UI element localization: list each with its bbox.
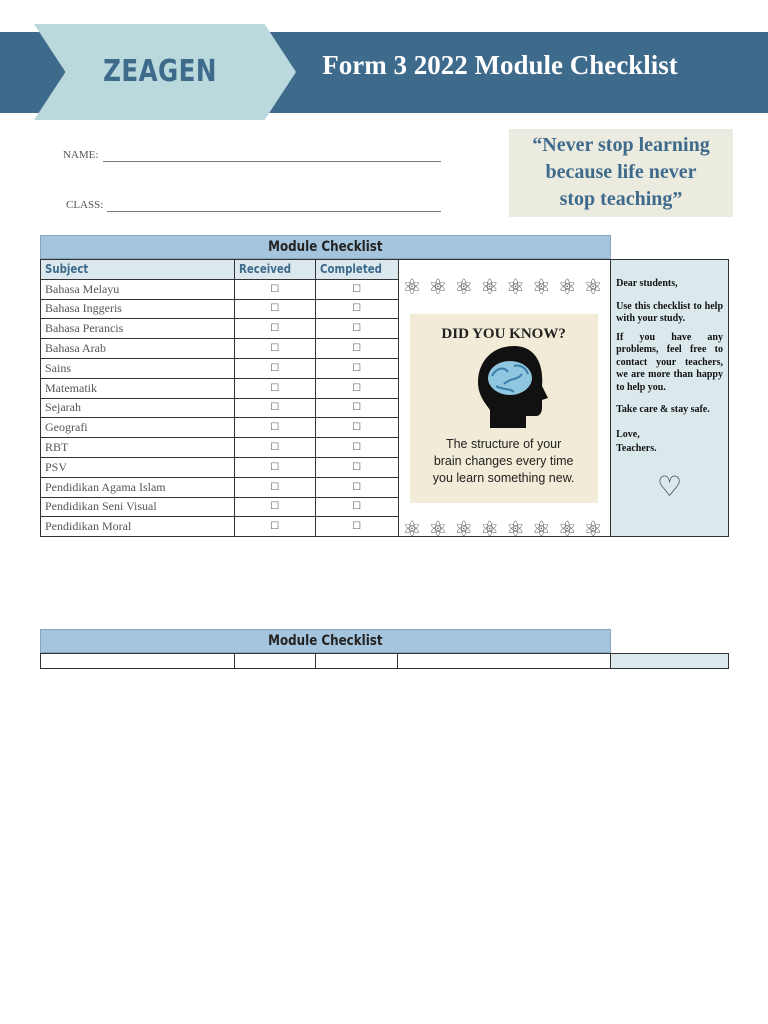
completed-checkbox[interactable]: ☐: [315, 319, 398, 339]
page-title: Form 3 2022 Module Checklist: [322, 50, 678, 80]
subject-name: PSV: [41, 457, 235, 477]
atom-icon: ⚛: [402, 517, 422, 541]
received-checkbox[interactable]: ☐: [234, 438, 315, 458]
brand-logo: ZEAGEN: [103, 54, 217, 89]
completed-checkbox[interactable]: ☐: [315, 279, 398, 299]
received-checkbox[interactable]: ☐: [234, 398, 315, 418]
atom-icon: ⚛: [428, 275, 448, 299]
completed-checkbox[interactable]: ☐: [315, 477, 398, 497]
did-you-know-cell: [398, 260, 610, 541]
atom-icon: ⚛: [506, 517, 525, 541]
completed-checkbox[interactable]: ☐: [315, 299, 398, 319]
completed-checkbox[interactable]: ☐: [315, 339, 398, 359]
column-header-completed: Completed: [315, 260, 398, 280]
quote-line: stop teaching”: [559, 188, 683, 210]
note-signoff: Love,: [616, 428, 640, 440]
subject-name: Geografi: [41, 418, 235, 438]
checklist-table-2: [40, 653, 729, 669]
table-header-row: [41, 260, 729, 280]
received-checkbox[interactable]: ☐: [234, 378, 315, 398]
completed-checkbox[interactable]: ☐: [315, 358, 398, 378]
subject-name: Matematik: [41, 378, 235, 398]
table-cell: [611, 654, 729, 669]
completed-checkbox[interactable]: ☐: [315, 378, 398, 398]
atom-icon: ⚛: [428, 517, 448, 541]
did-you-know-poster: [410, 314, 598, 503]
subject-name: Bahasa Perancis: [41, 319, 235, 339]
atom-icon: ⚛: [402, 275, 422, 299]
atom-icon: ⚛: [480, 275, 500, 299]
atom-icon: ⚛: [506, 275, 525, 299]
atom-icon: ⚛: [532, 517, 551, 541]
atom-icon: ⚛: [480, 517, 500, 541]
subject-name: Sains: [41, 358, 235, 378]
subject-name: Pendidikan Moral: [41, 517, 235, 537]
table-cell: [41, 654, 235, 669]
table-cell: [315, 654, 398, 669]
received-checkbox[interactable]: ☐: [234, 497, 315, 517]
received-checkbox[interactable]: ☐: [234, 457, 315, 477]
atom-icon: ⚛: [583, 517, 603, 541]
class-label: CLASS:: [66, 199, 104, 211]
atom-icon: ⚛: [583, 275, 603, 299]
table-row: [41, 654, 729, 669]
subject-name: RBT: [41, 438, 235, 458]
received-checkbox[interactable]: ☐: [234, 279, 315, 299]
name-label: NAME:: [63, 149, 99, 161]
quote-box: [509, 129, 733, 217]
subject-name: Sejarah: [41, 398, 235, 418]
name-field[interactable]: [103, 161, 441, 162]
quote-line: because life never: [545, 161, 697, 183]
received-checkbox[interactable]: ☐: [234, 339, 315, 359]
atom-icon: ⚛: [532, 275, 551, 299]
note-paragraph: Use this checklist to help with your study.: [616, 300, 723, 324]
module-checklist: [40, 235, 729, 551]
received-checkbox[interactable]: ☐: [234, 319, 315, 339]
received-checkbox[interactable]: ☐: [234, 517, 315, 537]
checklist-heading: Module Checklist: [40, 629, 611, 653]
class-field[interactable]: [107, 211, 441, 212]
note-signoff: Teachers.: [616, 443, 657, 454]
table-cell: [398, 654, 611, 669]
subject-name: Pendidikan Agama Islam: [41, 477, 235, 497]
subject-name: Bahasa Inggeris: [41, 299, 235, 319]
subject-name: Bahasa Arab: [41, 339, 235, 359]
completed-checkbox[interactable]: ☐: [315, 398, 398, 418]
received-checkbox[interactable]: ☐: [234, 299, 315, 319]
checklist-table: [40, 259, 729, 541]
column-header-subject: Subject: [41, 260, 235, 280]
completed-checkbox[interactable]: ☐: [315, 457, 398, 477]
quote-line: “Never stop learning: [532, 134, 710, 156]
received-checkbox[interactable]: ☐: [234, 358, 315, 378]
atom-icon: ⚛: [454, 517, 474, 541]
note-paragraph: If you have any problems, feel free to contact your teachers, we are more than happy to help you.: [616, 331, 723, 393]
heart-icon: ♡: [657, 469, 683, 503]
checklist-heading: Module Checklist: [40, 235, 611, 259]
note-greeting: Dear students,: [616, 278, 678, 289]
subject-name: Pendidikan Seni Visual: [41, 497, 235, 517]
completed-checkbox[interactable]: ☐: [315, 517, 398, 537]
completed-checkbox[interactable]: ☐: [315, 418, 398, 438]
atom-row-bottom: [403, 518, 603, 540]
completed-checkbox[interactable]: ☐: [315, 438, 398, 458]
completed-checkbox[interactable]: ☐: [315, 497, 398, 517]
atom-icon: ⚛: [557, 275, 577, 299]
teacher-note: [611, 260, 729, 537]
brain-head-icon: [474, 344, 554, 430]
did-you-know-title: DID YOU KNOW?: [441, 326, 566, 342]
table-cell: [234, 654, 315, 669]
module-checklist-2: [40, 629, 729, 669]
atom-row-top: [403, 276, 603, 298]
subject-name: Bahasa Melayu: [41, 279, 235, 299]
atom-icon: ⚛: [454, 275, 474, 299]
note-paragraph: Take care & stay safe.: [616, 404, 710, 415]
column-header-received: Received: [234, 260, 315, 280]
did-you-know-text: The structure of your brain changes every time you learn something new.: [432, 437, 575, 485]
received-checkbox[interactable]: ☐: [234, 418, 315, 438]
received-checkbox[interactable]: ☐: [234, 477, 315, 497]
atom-icon: ⚛: [557, 517, 577, 541]
